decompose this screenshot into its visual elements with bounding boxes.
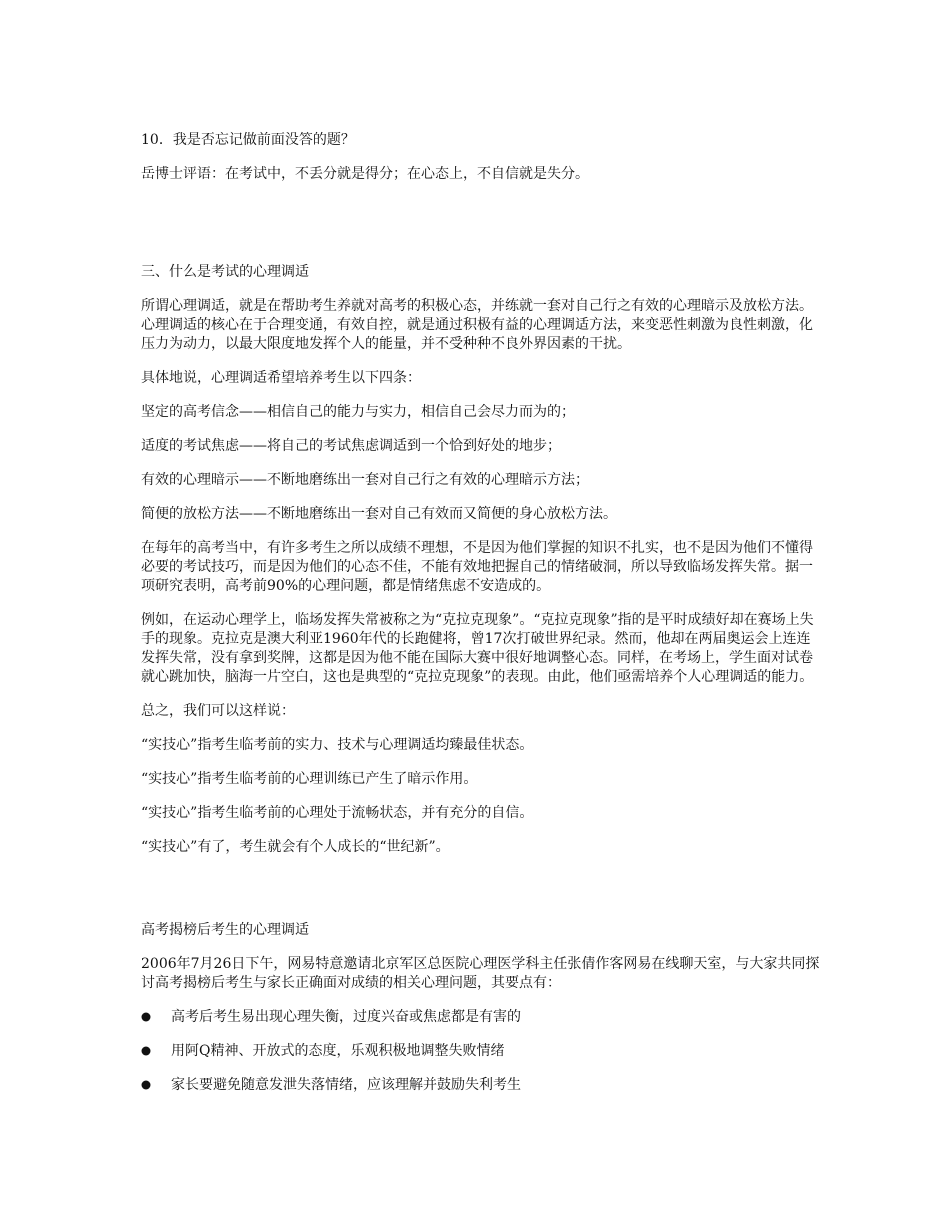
section-3-line-3: “实技心”指考生临考前的心理处于流畅状态，并有充分的自信。 bbox=[141, 805, 534, 821]
document-content bbox=[141, 131, 821, 1110]
section-3-paragraph-2: 具体地说，心理调适希望培养考生以下四条： bbox=[141, 370, 421, 386]
section-3-heading: 三、什么是考试的心理调适 bbox=[141, 264, 309, 280]
expert-comment: 岳博士评语：在考试中，不丢分就是得分；在心态上，不自信就是失分。 bbox=[141, 166, 589, 182]
section-spacer bbox=[141, 872, 821, 921]
list-item bbox=[141, 1042, 821, 1061]
bullet-dot-icon bbox=[141, 1008, 171, 1027]
question-10: 10．我是否忘记做前面没答的题？ bbox=[141, 132, 355, 148]
section-3-point-2: 适度的考试焦虑——将自己的考试焦虑调适到一个恰到好处的地步； bbox=[141, 438, 561, 454]
key-points-list bbox=[141, 1008, 821, 1095]
section-3-point-3: 有效的心理暗示——不断地磨练出一套对自己行之有效的心理暗示方法； bbox=[141, 472, 589, 488]
section-4-heading: 高考揭榜后考生的心理调适 bbox=[141, 922, 309, 938]
list-item bbox=[141, 1076, 821, 1095]
section-3-line-4: “实技心”有了，考生就会有个人成长的“世纪新”。 bbox=[141, 839, 450, 855]
section-3-paragraph-4: 例如，在运动心理学上，临场发挥失常被称之为“克拉克现象”。“克拉克现象”指的是平时成绩好却在赛场上失手的现象。克拉克是澳大利亚1960年代的长跑健将，曾17次打破世界纪录。然而，他却在两届奥运会上连连发挥失常，没有拿到奖牌，这都是因为他不能在国际大赛中很好地调整心态。同样，在考场上，学生面对试卷就心跳加快，脑海一片空白，这也是典型的“克拉克现象”的表现。由此，他们亟需培养个人心理调适的能力。 bbox=[141, 612, 814, 685]
section-spacer bbox=[141, 199, 821, 263]
section-3-point-1: 坚定的高考信念——相信自己的能力与实力，相信自己会尽力而为的； bbox=[141, 404, 575, 420]
section-3-paragraph-1: 所谓心理调适，就是在帮助考生养就对高考的积极心态，并练就一套对自己行之有效的心理暗示及放松方法。心理调适的核心在于合理变通，有效自控，就是通过积极有益的心理调适方法，来变恶性刺激为良性刺激，化压力为动力，以最大限度地发挥个人的能量，并不受种种不良外界因素的干扰。 bbox=[141, 298, 813, 352]
section-3-point-4: 简便的放松方法——不断地磨练出一套对自己有效而又简便的身心放松方法。 bbox=[141, 506, 617, 522]
bullet-dot-icon bbox=[141, 1076, 171, 1095]
bullet-dot-icon bbox=[141, 1042, 171, 1061]
list-item-text: 用阿Q精神、开放式的态度，乐观积极地调整失败情绪 bbox=[171, 1043, 505, 1059]
section-3-line-1: “实技心”指考生临考前的实力、技术与心理调适均臻最佳状态。 bbox=[141, 737, 534, 753]
section-3-paragraph-3: 在每年的高考当中，有许多考生之所以成绩不理想，不是因为他们掌握的知识不扎实，也不是因为他们不懂得必要的考试技巧，而是因为他们的心态不佳，不能有效地把握自己的情绪破洞，所以导致临场发挥失常。据一项研究表明，高考前90%的心理问题，都是情绪焦虑不安造成的。 bbox=[141, 540, 813, 594]
section-3-paragraph-5: 总之，我们可以这样说： bbox=[141, 703, 295, 719]
section-3-line-2: “实技心”指考生临考前的心理训练已产生了暗示作用。 bbox=[141, 771, 478, 787]
list-item-text: 高考后考生易出现心理失衡，过度兴奋或焦虑都是有害的 bbox=[171, 1009, 521, 1025]
list-item bbox=[141, 1008, 821, 1027]
section-4-paragraph-1: 2006年7月26日下午，网易特意邀请北京军区总医院心理医学科主任张倩作客网易在线聊天室，与大家共同探讨高考揭榜后考生与家长正确面对成绩的相关心理问题，其要点有： bbox=[141, 956, 820, 991]
list-item-text: 家长要避免随意发泄失落情绪，应该理解并鼓励失利考生 bbox=[171, 1077, 521, 1093]
